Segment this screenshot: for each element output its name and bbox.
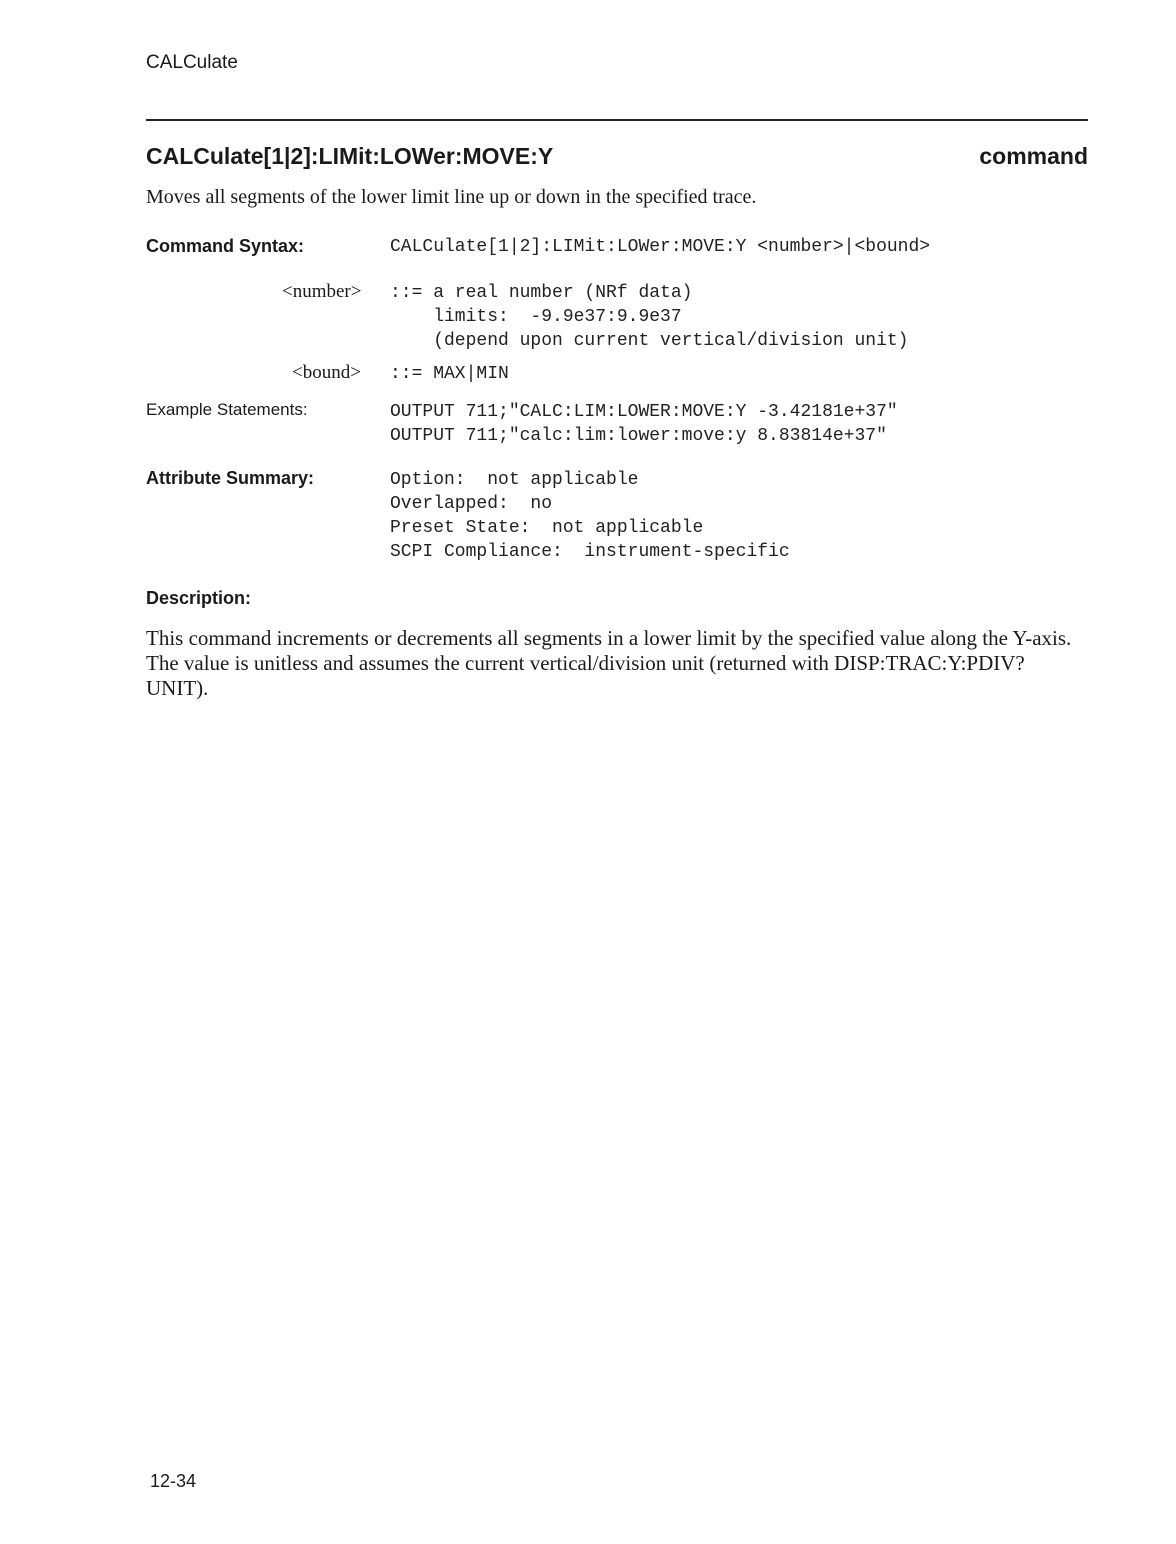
description-label: Description: xyxy=(146,588,252,608)
header-rule xyxy=(146,119,1088,121)
command-syntax-label: Command Syntax: xyxy=(146,236,305,256)
command-title: CALCulate[1|2]:LIMit:LOWer:MOVE:Y xyxy=(146,143,554,169)
attribute-line: Preset State: not applicable xyxy=(390,518,704,538)
example-statements-label: Example Statements: xyxy=(146,400,308,419)
param-number-name: <number> xyxy=(282,281,362,302)
attribute-line: Option: not applicable xyxy=(390,470,639,490)
description-text: This command increments or decrements all segments in a lower limit by the specified value along the Y-axis. The value is unitless and assumes the current vertical/division unit (returned with DISP:TRAC:Y:PDIV? UNIT). xyxy=(146,626,1072,700)
attribute-line: SCPI Compliance: instrument-specific xyxy=(390,542,790,562)
param-number-line: (depend upon current vertical/division unit) xyxy=(390,331,909,351)
param-bound-line: ::= MAX|MIN xyxy=(390,364,509,384)
param-bound-name: <bound> xyxy=(292,362,361,383)
command-syntax-line: CALCulate[1|2]:LIMit:LOWer:MOVE:Y <number>|<bound> xyxy=(390,237,931,257)
example-line: OUTPUT 711;"calc:lim:lower:move:y 8.83814e+37" xyxy=(390,426,887,446)
running-header: CALCulate xyxy=(146,52,238,73)
command-summary: Moves all segments of the lower limit line up or down in the specified trace. xyxy=(146,186,757,208)
command-type-label: command xyxy=(979,143,1088,169)
attribute-line: Overlapped: no xyxy=(390,494,553,514)
attribute-summary-label: Attribute Summary: xyxy=(146,468,315,488)
param-number-line: ::= a real number (NRf data) xyxy=(390,283,693,303)
example-line: OUTPUT 711;"CALC:LIM:LOWER:MOVE:Y -3.42181e+37" xyxy=(390,402,898,422)
page-number: 12-34 xyxy=(150,1471,197,1491)
param-number-line: limits: -9.9e37:9.9e37 xyxy=(390,307,682,327)
